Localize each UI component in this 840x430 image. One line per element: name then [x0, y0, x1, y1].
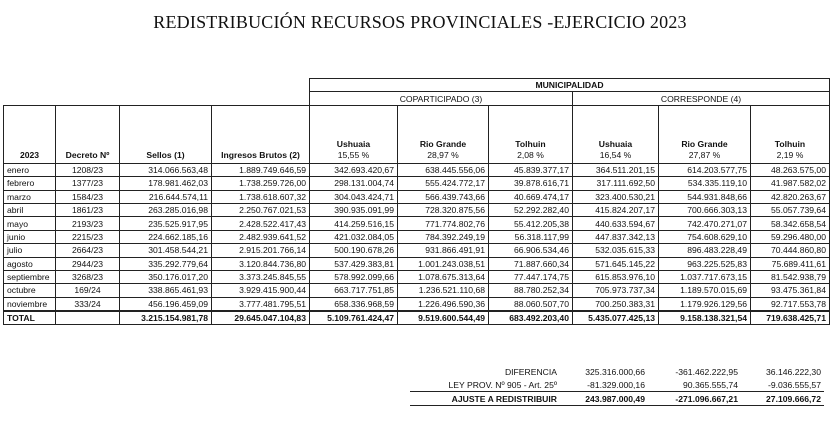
- cop-ushuaia-cell: 304.043.424,71: [310, 190, 398, 203]
- ingresos-brutos-cell: 1.889.749.646,59: [212, 163, 310, 176]
- month-cell: julio: [4, 244, 56, 257]
- cop-riogrande-cell: 771.774.802,76: [398, 217, 489, 230]
- cop-tolhuin-header: Tolhuin 2,08 %: [489, 105, 573, 163]
- cor-ushuaia-cell: 364.511.201,15: [573, 163, 659, 176]
- month-cell: septiembre: [4, 270, 56, 283]
- table-row: [4, 203, 830, 216]
- cop-tolhuin-cell: 56.318.117,99: [489, 230, 573, 243]
- ingresos-brutos-cell: 3.120.844.736,80: [212, 257, 310, 270]
- cor-riogrande-cell: 534.335.119,10: [659, 177, 751, 190]
- cor-tolhuin-cell: 93.475.361,84: [751, 284, 830, 297]
- ajuste-label: AJUSTE A REDISTRIBUIR: [410, 392, 560, 406]
- cop-ushuaia-cell: 421.032.084,05: [310, 230, 398, 243]
- sellos-cell: 178.981.462,03: [120, 177, 212, 190]
- ingresos-brutos-cell: 2.915.201.766,14: [212, 244, 310, 257]
- cor-tolhuin-header: Tolhuin 2,19 %: [751, 105, 830, 163]
- ingresos-brutos-cell: 1.738.259.726,00: [212, 177, 310, 190]
- total-cor-tolhuin: 719.638.425,71: [751, 311, 830, 325]
- ingresos-brutos-cell: 3.373.245.845,55: [212, 270, 310, 283]
- ley-riogrande: 90.365.555,74: [683, 379, 738, 390]
- cor-tolhuin-cell: 58.342.658,54: [751, 217, 830, 230]
- table-row: [4, 297, 830, 311]
- cor-tolhuin-cell: 70.444.860,80: [751, 244, 830, 257]
- decreto-header: Decreto Nº: [56, 105, 120, 163]
- cop-riogrande-cell: 931.866.491,91: [398, 244, 489, 257]
- municipalidad-header: MUNICIPALIDAD: [310, 79, 830, 92]
- cor-ushuaia-cell: 415.824.207,17: [573, 203, 659, 216]
- ingresos-brutos-cell: 3.929.415.900,44: [212, 284, 310, 297]
- cor-ushuaia-cell: 700.250.383,31: [573, 297, 659, 311]
- decreto-cell: 1584/23: [56, 190, 120, 203]
- ingresos-brutos-cell: 2.482.939.641,52: [212, 230, 310, 243]
- cor-tolhuin-cell: 75.689.411,61: [751, 257, 830, 270]
- decreto-cell: 2664/23: [56, 244, 120, 257]
- ley-ushuaia: -81.329.000,16: [587, 379, 645, 390]
- redistribution-table: [3, 78, 830, 325]
- cor-riogrande-cell: 1.179.926.129,56: [659, 297, 751, 311]
- cor-riogrande-cell: 614.203.577,75: [659, 163, 751, 176]
- cor-riogrande-cell: 963.225.525,83: [659, 257, 751, 270]
- table-row: [4, 217, 830, 230]
- table-row: [4, 270, 830, 283]
- month-cell: noviembre: [4, 297, 56, 311]
- cop-riogrande-header: Rio Grande 28,97 %: [398, 105, 489, 163]
- total-row: [4, 311, 830, 325]
- sellos-cell: 338.865.461,93: [120, 284, 212, 297]
- cop-tolhuin-cell: 66.906.534,46: [489, 244, 573, 257]
- total-cor-riogrande: 9.158.138.321,54: [659, 311, 751, 325]
- table-row: [4, 244, 830, 257]
- decreto-cell: 1377/23: [56, 177, 120, 190]
- sellos-cell: 224.662.185,16: [120, 230, 212, 243]
- cop-tolhuin-cell: 55.412.205,38: [489, 217, 573, 230]
- cor-ushuaia-cell: 615.853.976,10: [573, 270, 659, 283]
- month-cell: agosto: [4, 257, 56, 270]
- total-cop-tolhuin: 683.492.203,40: [489, 311, 573, 325]
- cor-ushuaia-cell: 440.633.594,67: [573, 217, 659, 230]
- ley-row: [410, 378, 824, 392]
- summary-table: [410, 365, 824, 406]
- sellos-header: Sellos (1): [120, 105, 212, 163]
- total-decreto: [56, 311, 120, 325]
- ajuste-ushuaia: 243.987.000,49: [560, 392, 648, 406]
- cop-ushuaia-cell: 390.935.091,99: [310, 203, 398, 216]
- cor-tolhuin-cell: 81.542.938,79: [751, 270, 830, 283]
- year-header: 2023: [4, 105, 56, 163]
- cop-ushuaia-cell: 537.429.383,81: [310, 257, 398, 270]
- decreto-cell: 2193/23: [56, 217, 120, 230]
- ajuste-row: [410, 392, 824, 406]
- cop-ushuaia-cell: 658.336.968,59: [310, 297, 398, 311]
- cop-riogrande-cell: 1.236.521.110,68: [398, 284, 489, 297]
- sellos-cell: 216.644.574,11: [120, 190, 212, 203]
- ajuste-riogrande: -271.096.667,21: [648, 392, 741, 406]
- sellos-cell: 235.525.917,95: [120, 217, 212, 230]
- month-cell: junio: [4, 230, 56, 243]
- sellos-cell: 350.176.017,20: [120, 270, 212, 283]
- cor-ushuaia-cell: 705.973.737,34: [573, 284, 659, 297]
- cop-riogrande-cell: 566.439.743,66: [398, 190, 489, 203]
- ingresos-brutos-cell: 2.428.522.417,43: [212, 217, 310, 230]
- cop-ushuaia-cell: 298.131.004,74: [310, 177, 398, 190]
- table-row: [4, 163, 830, 176]
- total-cop-ushuaia: 5.109.761.424,47: [310, 311, 398, 325]
- decreto-cell: 2944/23: [56, 257, 120, 270]
- sellos-cell: 314.066.563,48: [120, 163, 212, 176]
- cor-riogrande-cell: 1.189.570.015,69: [659, 284, 751, 297]
- decreto-cell: 169/24: [56, 284, 120, 297]
- cor-ushuaia-cell: 447.837.342,13: [573, 230, 659, 243]
- cor-riogrande-cell: 1.037.717.673,15: [659, 270, 751, 283]
- cop-tolhuin-cell: 45.839.377,17: [489, 163, 573, 176]
- cor-riogrande-cell: 742.470.271,07: [659, 217, 751, 230]
- cop-riogrande-cell: 784.392.249,19: [398, 230, 489, 243]
- sellos-cell: 301.458.544,21: [120, 244, 212, 257]
- cor-riogrande-cell: 700.666.303,13: [659, 203, 751, 216]
- ingresos-brutos-header: Ingresos Brutos (2): [212, 105, 310, 163]
- diferencia-ushuaia: 325.316.000,66: [585, 366, 645, 377]
- month-cell: enero: [4, 163, 56, 176]
- cop-ushuaia-header: Ushuaia 15,55 %: [310, 105, 398, 163]
- ley-label: LEY PROV. Nº 905 - Art. 25º: [448, 379, 557, 390]
- table-row: [4, 230, 830, 243]
- cop-riogrande-cell: 1.226.496.590,36: [398, 297, 489, 311]
- total-label: TOTAL: [4, 311, 56, 325]
- cor-ushuaia-cell: 317.111.692,50: [573, 177, 659, 190]
- cor-riogrande-header: Rio Grande 27,87 %: [659, 105, 751, 163]
- cor-tolhuin-cell: 48.263.575,00: [751, 163, 830, 176]
- cor-ushuaia-cell: 571.645.145,22: [573, 257, 659, 270]
- cor-ushuaia-cell: 323.400.530,21: [573, 190, 659, 203]
- cop-ushuaia-cell: 663.717.751,85: [310, 284, 398, 297]
- cop-tolhuin-cell: 71.887.660,34: [489, 257, 573, 270]
- diferencia-riogrande: -361.462.222,95: [675, 366, 738, 377]
- ajuste-tolhuin: 27.109.666,72: [741, 392, 824, 406]
- total-cop-riogrande: 9.519.600.544,49: [398, 311, 489, 325]
- cor-tolhuin-cell: 92.717.553,78: [751, 297, 830, 311]
- diferencia-tolhuin: 36.146.222,30: [766, 366, 821, 377]
- cop-ushuaia-cell: 342.693.420,67: [310, 163, 398, 176]
- month-cell: febrero: [4, 177, 56, 190]
- total-cor-ushuaia: 5.435.077.425,13: [573, 311, 659, 325]
- sellos-cell: 456.196.459,09: [120, 297, 212, 311]
- decreto-cell: 1861/23: [56, 203, 120, 216]
- total-sellos: 3.215.154.981,78: [120, 311, 212, 325]
- cop-tolhuin-cell: 88.780.252,34: [489, 284, 573, 297]
- cop-riogrande-cell: 728.320.875,56: [398, 203, 489, 216]
- decreto-cell: 2215/23: [56, 230, 120, 243]
- decreto-cell: 1208/23: [56, 163, 120, 176]
- decreto-cell: 333/24: [56, 297, 120, 311]
- cop-riogrande-cell: 638.445.556,06: [398, 163, 489, 176]
- cop-ushuaia-cell: 500.190.678,26: [310, 244, 398, 257]
- cop-tolhuin-cell: 39.878.616,71: [489, 177, 573, 190]
- corresponde-header: CORRESPONDE (4): [573, 92, 830, 105]
- ingresos-brutos-cell: 2.250.767.021,53: [212, 203, 310, 216]
- table-row: [4, 190, 830, 203]
- cop-ushuaia-cell: 414.259.516,15: [310, 217, 398, 230]
- sellos-cell: 263.285.016,98: [120, 203, 212, 216]
- cor-riogrande-cell: 896.483.228,49: [659, 244, 751, 257]
- cor-riogrande-cell: 544.931.848,66: [659, 190, 751, 203]
- cop-tolhuin-cell: 88.060.507,70: [489, 297, 573, 311]
- table-row: [4, 284, 830, 297]
- diferencia-row: [410, 365, 824, 378]
- cor-tolhuin-cell: 55.057.739,64: [751, 203, 830, 216]
- month-cell: abril: [4, 203, 56, 216]
- cor-ushuaia-header: Ushuaia 16,54 %: [573, 105, 659, 163]
- cop-riogrande-cell: 1.001.243.038,51: [398, 257, 489, 270]
- cor-tolhuin-cell: 59.296.480,00: [751, 230, 830, 243]
- cor-ushuaia-cell: 532.035.615,33: [573, 244, 659, 257]
- diferencia-label: DIFERENCIA: [504, 366, 557, 377]
- ingresos-brutos-cell: 1.738.618.607,32: [212, 190, 310, 203]
- cop-ushuaia-cell: 578.992.099,66: [310, 270, 398, 283]
- table-row: [4, 177, 830, 190]
- decreto-cell: 3268/23: [56, 270, 120, 283]
- month-cell: mayo: [4, 217, 56, 230]
- cop-tolhuin-cell: 52.292.282,40: [489, 203, 573, 216]
- cor-tolhuin-cell: 42.820.263,67: [751, 190, 830, 203]
- ley-tolhuin: -9.036.555,57: [767, 379, 821, 390]
- cor-riogrande-cell: 754.608.629,10: [659, 230, 751, 243]
- table-row: [4, 257, 830, 270]
- cop-riogrande-cell: 1.078.675.313,64: [398, 270, 489, 283]
- cor-tolhuin-cell: 41.987.582,02: [751, 177, 830, 190]
- sellos-cell: 335.292.779,64: [120, 257, 212, 270]
- ingresos-brutos-cell: 3.777.481.795,51: [212, 297, 310, 311]
- month-cell: octubre: [4, 284, 56, 297]
- cop-riogrande-cell: 555.424.772,17: [398, 177, 489, 190]
- cop-tolhuin-cell: 77.447.174,75: [489, 270, 573, 283]
- total-ingresos-brutos: 29.645.047.104,83: [212, 311, 310, 325]
- page-title: REDISTRIBUCIÓN RECURSOS PROVINCIALES -EJERCICIO 2023: [153, 12, 687, 32]
- coparticipado-header: COPARTICIPADO (3): [310, 92, 573, 105]
- cop-tolhuin-cell: 40.669.474,17: [489, 190, 573, 203]
- month-cell: marzo: [4, 190, 56, 203]
